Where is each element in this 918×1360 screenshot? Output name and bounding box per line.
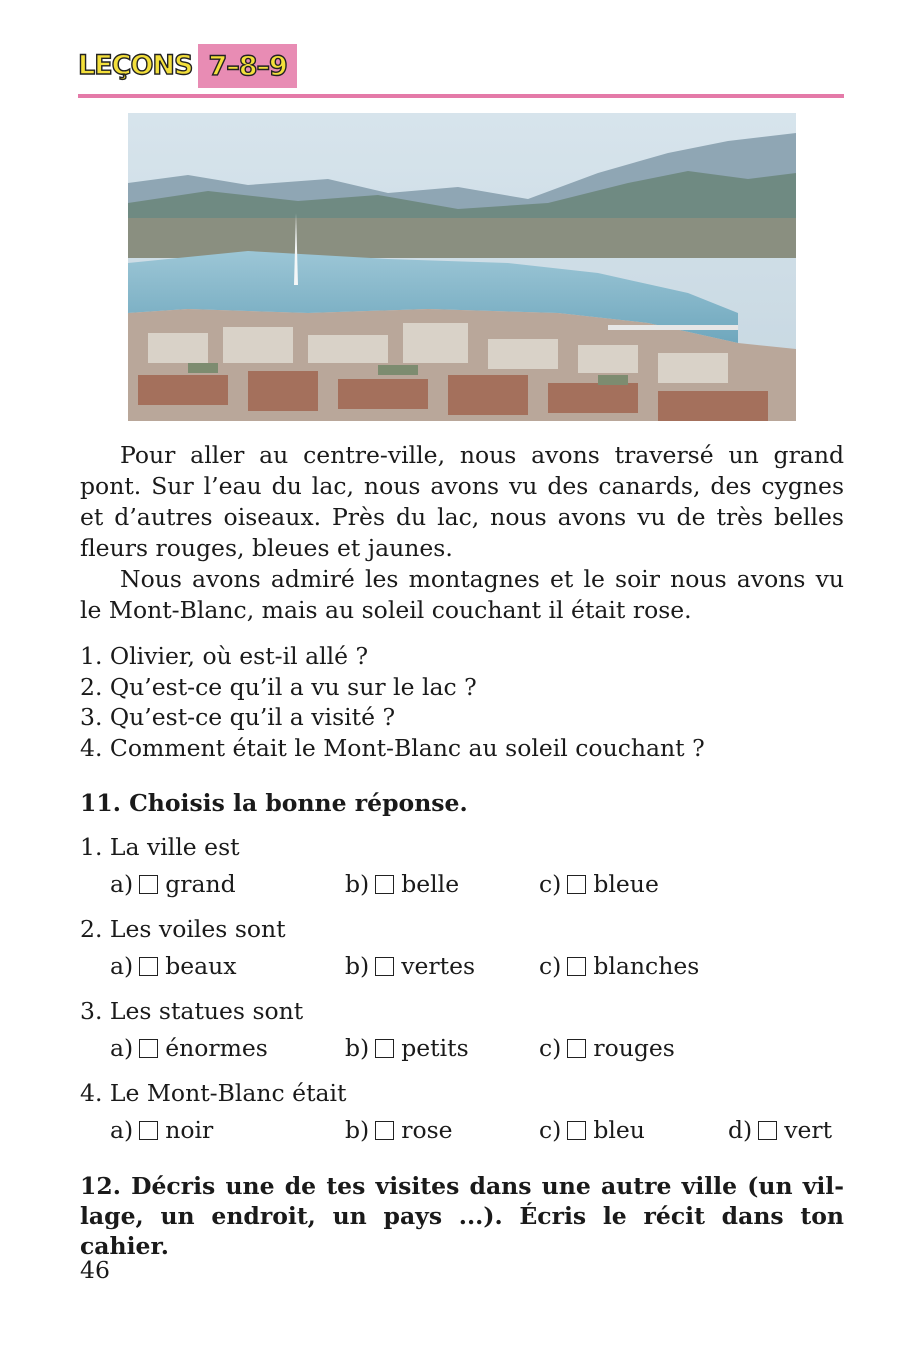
reading-paragraph-1: Pour aller au centre-ville, nous avons traversé un grand pont. Sur l’eau du lac, nous avons vu des canards, des cygnes et d’autres oiseaux. Près du lac, nous avons vu de très belles fleurs rouges, bleues et jaunes. bbox=[80, 441, 844, 562]
answer-option bbox=[110, 870, 236, 898]
question-item: 3. Qu’est-ce qu’il a visité ? bbox=[80, 703, 396, 731]
option-text: rose bbox=[401, 1116, 453, 1144]
option-letter: c) bbox=[539, 870, 562, 898]
exercise-question: 2. Les voiles sont bbox=[80, 915, 286, 943]
option-text: grand bbox=[165, 870, 236, 898]
lesson-title: LEÇONS bbox=[78, 50, 193, 81]
option-letter: b) bbox=[345, 1034, 370, 1062]
answer-option bbox=[539, 1116, 645, 1144]
answer-option bbox=[110, 952, 237, 980]
option-letter: b) bbox=[345, 952, 370, 980]
answer-option bbox=[539, 1034, 675, 1062]
option-letter: c) bbox=[539, 1034, 562, 1062]
city-photo bbox=[128, 113, 796, 421]
option-text: petits bbox=[401, 1034, 469, 1062]
exercise-question: 3. Les statues sont bbox=[80, 997, 304, 1025]
answer-option bbox=[345, 1116, 453, 1144]
option-letter: a) bbox=[110, 870, 134, 898]
option-letter: a) bbox=[110, 952, 134, 980]
option-text: bleue bbox=[593, 870, 659, 898]
option-text: belle bbox=[401, 870, 460, 898]
option-letter: b) bbox=[345, 1116, 370, 1144]
lesson-header bbox=[78, 44, 297, 88]
checkbox[interactable] bbox=[375, 1121, 394, 1140]
checkbox[interactable] bbox=[758, 1121, 777, 1140]
option-text: énormes bbox=[165, 1034, 268, 1062]
answer-option bbox=[345, 952, 475, 980]
header-divider bbox=[78, 94, 844, 98]
option-letter: a) bbox=[110, 1034, 134, 1062]
checkbox[interactable] bbox=[567, 957, 586, 976]
answer-option bbox=[110, 1116, 213, 1144]
checkbox[interactable] bbox=[139, 875, 158, 894]
exercise-question: 4. Le Mont-Blanc était bbox=[80, 1079, 347, 1107]
option-text: rouges bbox=[593, 1034, 675, 1062]
option-letter: c) bbox=[539, 1116, 562, 1144]
page-number: 46 bbox=[80, 1256, 110, 1284]
option-letter: a) bbox=[110, 1116, 134, 1144]
checkbox[interactable] bbox=[567, 1039, 586, 1058]
reading-paragraph-2: Nous avons admiré les montagnes et le soir nous avons vu le Mont-Blanc, mais au soleil couchant il était rose. bbox=[80, 565, 844, 624]
option-text: vert bbox=[784, 1116, 833, 1144]
option-letter: d) bbox=[728, 1116, 753, 1144]
checkbox[interactable] bbox=[139, 1039, 158, 1058]
question-item: 2. Qu’est-ce qu’il a vu sur le lac ? bbox=[80, 672, 477, 701]
lesson-numbers: 7–8–9 bbox=[208, 50, 287, 82]
question-item: 1. Olivier, où est-il allé ? bbox=[80, 642, 369, 670]
exercise-11-title: 11. Choisis la bonne réponse. bbox=[80, 789, 468, 817]
option-text: beaux bbox=[165, 952, 237, 980]
checkbox[interactable] bbox=[139, 957, 158, 976]
comprehension-questions bbox=[80, 641, 705, 763]
answer-option bbox=[345, 1034, 469, 1062]
answer-option bbox=[110, 1034, 268, 1062]
option-letter: b) bbox=[345, 870, 370, 898]
exercise-question: 1. La ville est bbox=[80, 833, 240, 861]
lesson-number-badge bbox=[198, 44, 296, 88]
answer-option bbox=[345, 870, 459, 898]
checkbox[interactable] bbox=[375, 1039, 394, 1058]
checkbox[interactable] bbox=[375, 875, 394, 894]
checkbox[interactable] bbox=[567, 875, 586, 894]
option-letter: c) bbox=[539, 952, 562, 980]
checkbox[interactable] bbox=[375, 957, 394, 976]
answer-option bbox=[539, 870, 659, 898]
option-text: vertes bbox=[401, 952, 476, 980]
reading-text bbox=[80, 440, 844, 626]
question-item: 4. Comment était le Mont-Blanc au soleil couchant ? bbox=[80, 733, 705, 762]
exercise-12-text: 12. Décris une de tes visites dans une autre ville (un vil-lage, un endroit, un pays ...). Écris le récit dans ton cahier. bbox=[80, 1172, 844, 1260]
option-text: bleu bbox=[593, 1116, 645, 1144]
checkbox[interactable] bbox=[139, 1121, 158, 1140]
checkbox[interactable] bbox=[567, 1121, 586, 1140]
option-text: blanches bbox=[593, 952, 700, 980]
answer-option bbox=[539, 952, 699, 980]
answer-option bbox=[728, 1116, 832, 1144]
option-text: noir bbox=[165, 1116, 214, 1144]
